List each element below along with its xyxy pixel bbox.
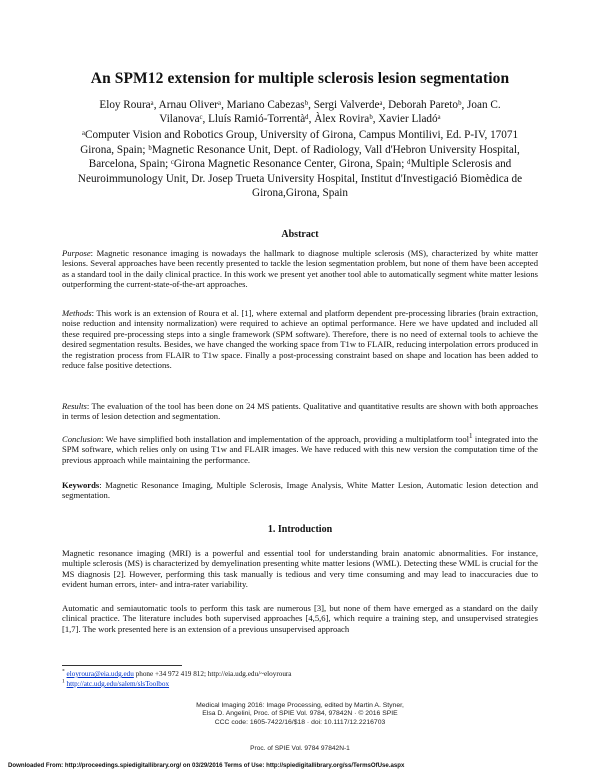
purpose-text: : Magnetic resonance imaging is nowadays the hallmark to diagnose multiple sclerosis (MS), characterized by white matter lesions. Several approaches have been recently presented to tackle the lesion segmentation problem, but none of them have been accepted as a standard tool in the daily clinical practice. In this work we present yet another tool able to automatically segment white matter lesions outperforming the current-state-of-the-art approaches. [62,248,538,290]
intro-paragraph-2: Automatic and semiautomatic tools to perform this task are numerous [3], but none of them have emerged as a standard on the daily clinical practice. The literature includes both supervised approaches [4,5,6], which require a training step, and unsupervised strategies [1,7]. The work presented here is an extension of a previous unsupervised approach [62,603,538,634]
footnote-2-mark: 1 [62,678,65,685]
introduction-heading: 1. Introduction [267,524,333,535]
paper-title: An SPM12 extension for multiple sclerosis lesion segmentation [90,70,510,87]
proceedings-citation [0,702,600,727]
footnote-1 [62,670,292,679]
author-email-link[interactable]: eloyroura@eia.udg.edu [66,670,134,678]
abstract-methods [62,308,538,370]
page-number: Proc. of SPIE Vol. 9784 97842N-1 [250,745,350,752]
methods-label: Methods [62,308,92,318]
affiliation-line-1: ᵃComputer Vision and Robotics Group, University of Girona, Campus Montilivi, Ed. P-IV, 17071 [81,129,519,141]
affiliation-line-4: Neuroimmunology Unit, Dr. Josep Trueta University Hospital, Institut d'Investigació Biomèdica de [77,172,523,185]
methods-text: : This work is an extension of Roura et al. [1], where external and platform dependent pre-processing libraries (brain extraction, noise reduction and intensity normalization) were required to achieve an optimal performance. Here we have updated and included all these required pre-processing steps into a single framework (SPM software). Therefore, there is no need of external tools to achieve the desired segmentation results. Besides, we have changed the working space from T1w to FLAIR, reducing interpolation errors produced in the registration process from FLAIR to T1w space. Finally a post-processing constraint based on shape and location has been added to reduce false positive detections. [62,308,538,371]
author-list [64,98,536,127]
footnote-2 [62,680,169,689]
download-notice: Downloaded From: http://proceedings.spiedigitallibrary.org/ on 03/29/2016 Terms of Use: http://spiedigitallibrary.org/ss/TermsOfUse.aspx [8,762,405,769]
toolbox-link[interactable]: http://atc.udg.edu/salem/slsToolbox [66,680,170,688]
conclusion-text: : We have simplified both installation and implementation of the approach, providing a multiplatform tool [101,434,470,444]
affiliation-line-2: Girona, Spain; ᵇMagnetic Resonance Unit, Dept. of Radiology, Vall d'Hebron University Hospital, [80,143,520,156]
affiliations [64,128,536,201]
keywords-label: Keywords [62,480,100,490]
footnote-divider [62,665,182,666]
purpose-label: Purpose [62,248,91,258]
citation-line-1: Medical Imaging 2016: Image Processing, edited by Martin A. Styner, [196,702,404,709]
author-line-1: Eloy Rouraᵃ, Arnau Oliverᵃ, Mariano Cabezasᵇ, Sergi Valverdeᵃ, Deborah Paretoᵇ, Joan C. [99,99,501,111]
affiliation-line-5: Girona,Girona, Spain [251,187,348,200]
conclusion-footnote-mark: 1 [469,432,473,441]
abstract-conclusion [62,434,538,465]
citation-line-2: Elsa D. Angelini, Proc. of SPIE Vol. 9784, 97842N · © 2016 SPIE [202,710,398,718]
footnote-1-text: phone +34 972 419 812; http://eia.udg.edu/~eloyroura [133,670,292,678]
citation-line-3: CCC code: 1605-7422/16/$18 · doi: 10.1117/12.2216703 [214,718,386,726]
keywords [62,480,538,501]
author-line-2: Vilanovaᶜ, Lluís Ramió-Torrentàᵈ, Àlex Roviraᵇ, Xavier Lladóᵃ [159,113,441,126]
intro-paragraph-1: Magnetic resonance imaging (MRI) is a powerful and essential tool for understanding brain anatomic abnormalities. For instance, multiple sclerosis (MS) is characterized by demyelination presenting white matter lesions (WML). Detecting these WML is crucial for the MS diagnosis [2]. However, performing this task manually is tedious and very time consuming and may lead to inaccuracies due to evident human errors, inter- and intra-rater variability. [62,548,538,590]
keywords-text: : Magnetic Resonance Imaging, Multiple Sclerosis, Image Analysis, White Matter Lesion, Automatic lesion detection and segmentation. [62,480,538,501]
abstract-results [62,401,538,422]
results-text: : The evaluation of the tool has been done on 24 MS patients. Qualitative and quantitative results are shown with both approaches in terms of lesion detection and segmentation. [62,401,538,422]
conclusion-label: Conclusion [62,434,102,444]
affiliation-line-3: Barcelona, Spain; ᶜGirona Magnetic Resonance Center, Girona, Spain; ᵈMultiple Sclerosis and [88,158,512,171]
footnote-1-mark: * [62,668,65,675]
conclusion-text-2: integrated into the SPM software, which relies only on using T1w and FLAIR images. We have reduced with this new version the computation time of the previous approach while maintaining the performance. [62,434,538,465]
results-label: Results [62,401,87,411]
abstract-heading: Abstract [281,229,319,240]
abstract-purpose [62,248,538,290]
